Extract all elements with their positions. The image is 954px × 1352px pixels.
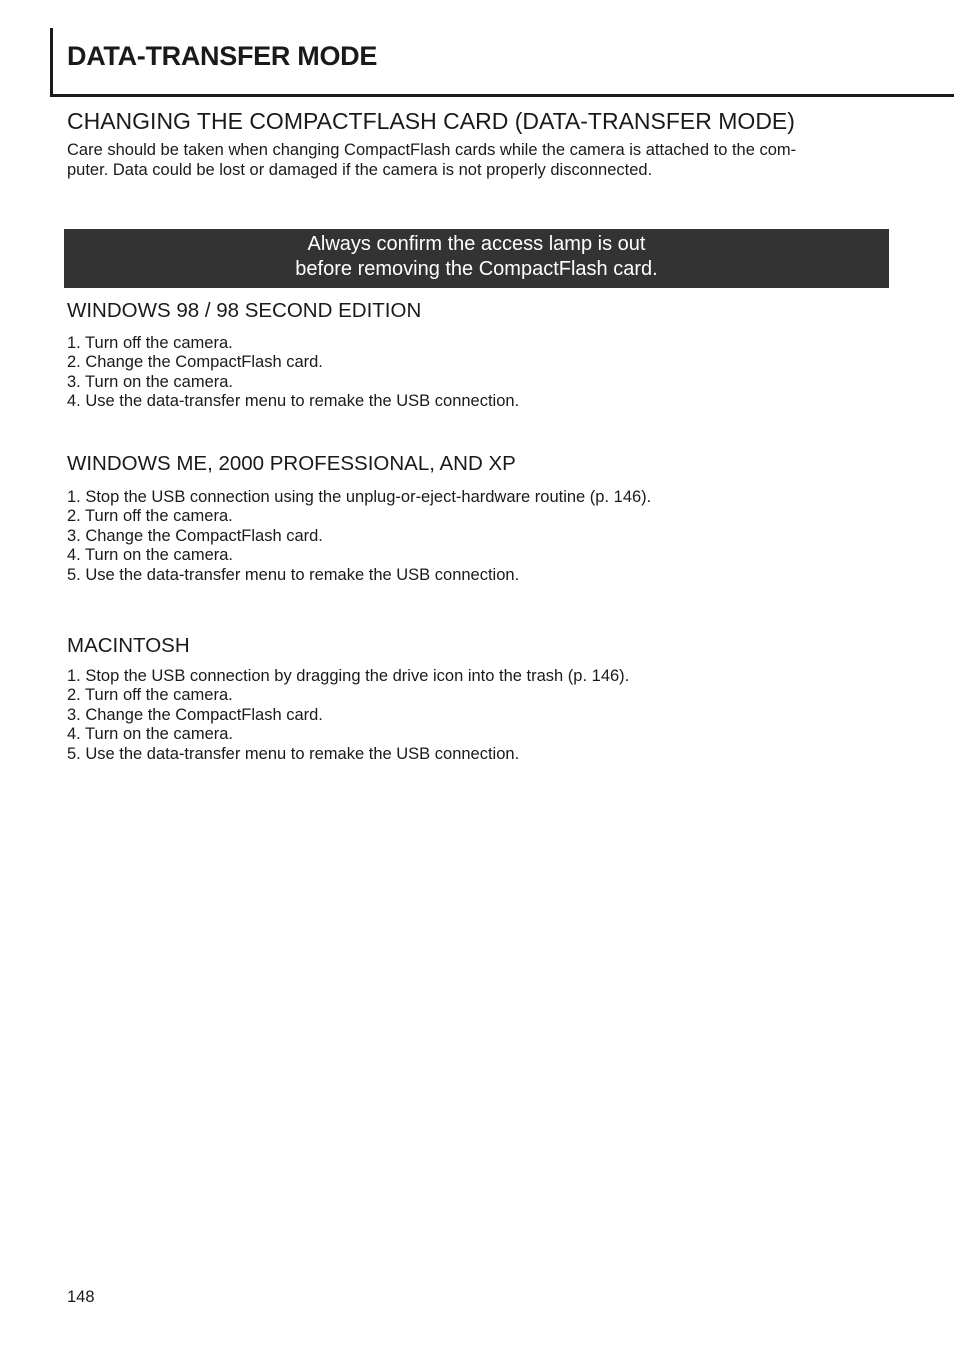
list-item: 1. Stop the USB connection using the unplug-or-eject-hardware routine (p. 146).: [67, 488, 652, 506]
list-item: 1. Turn off the camera.: [67, 334, 233, 352]
list-item: 4. Use the data-transfer menu to remake the USB connection.: [67, 392, 520, 411]
header-rule-vertical: [50, 28, 53, 97]
windows98-heading: WINDOWS 98 / 98 SECOND EDITION: [67, 299, 422, 322]
list-item: 5. Use the data-transfer menu to remake the USB connection.: [67, 744, 520, 763]
header-rule-horizontal: [50, 94, 954, 97]
list-item: 4. Turn on the camera.: [67, 546, 234, 565]
list-item: 3. Change the CompactFlash card.: [67, 526, 323, 545]
macintosh-heading: MACINTOSH: [67, 634, 190, 657]
list-item: 3. Change the CompactFlash card.: [67, 705, 323, 724]
macintosh-steps: [67, 667, 629, 764]
list-item: 3. Turn on the camera.: [67, 372, 234, 391]
section-title: DATA-TRANSFER MODE: [67, 41, 378, 71]
windows98-steps: [67, 334, 519, 412]
windows-me-xp-heading: WINDOWS ME, 2000 PROFESSIONAL, AND XP: [67, 452, 516, 475]
list-item: 2. Turn off the camera.: [67, 507, 233, 526]
list-item: 5. Use the data-transfer menu to remake the USB connection.: [67, 565, 520, 584]
list-item: 4. Turn on the camera.: [67, 725, 234, 744]
list-item: 1. Stop the USB connection by dragging the drive icon into the trash (p. 146).: [67, 667, 630, 685]
windows-me-xp-steps: [67, 488, 651, 585]
notice-line-1: Always confirm the access lamp is out: [307, 233, 646, 255]
list-item: 2. Turn off the camera.: [67, 686, 233, 705]
list-item: 2. Change the CompactFlash card.: [67, 353, 323, 372]
intro-line-2: puter. Data could be lost or damaged if the camera is not properly disconnected.: [67, 160, 653, 179]
intro-paragraph: [67, 141, 887, 180]
caution-notice-box: [64, 229, 889, 288]
page-number: 148: [67, 1288, 95, 1306]
main-heading: CHANGING THE COMPACTFLASH CARD (DATA-TRANSFER MODE): [67, 108, 795, 134]
notice-line-2: before removing the CompactFlash card.: [295, 258, 658, 280]
intro-line-1: Care should be taken when changing CompactFlash cards while the camera is attached to the com-: [67, 141, 797, 159]
